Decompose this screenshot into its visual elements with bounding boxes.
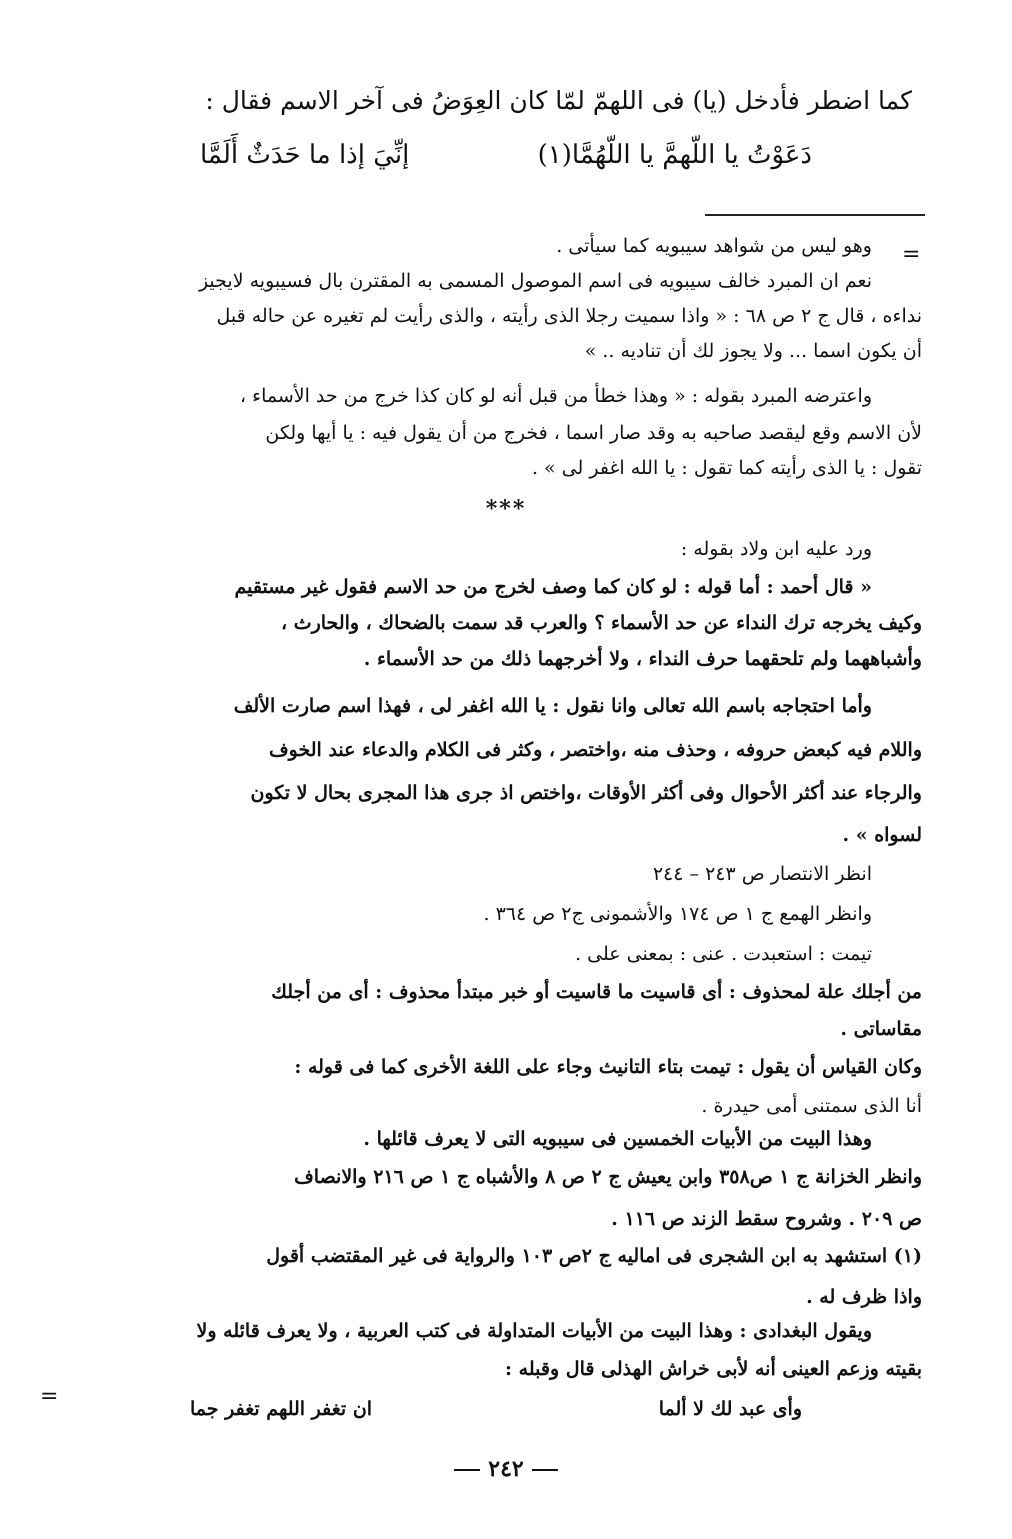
page-number-text: ٢٤٢ [488, 1456, 524, 1482]
continuation-mark: = [902, 242, 921, 267]
continuation-mark: = [40, 1384, 59, 1409]
footnote-line: (١) استشهد به ابن الشجرى فى اماليه ج ٢ص ١٠٣ والرواية فى غير المقتضب أقول [266, 1245, 922, 1267]
footnote-line: وهو ليس من شواهد سيبويه كما سيأتى . [556, 235, 872, 257]
footnote-line: ويقول البغدادى : وهذا البيت من الأبيات المتداولة فى كتب العربية ، ولا يعرف قائله ولا [196, 1320, 872, 1342]
footnote-line: تيمت : استعبدت . عنى : بمعنى على . [575, 943, 872, 965]
footnote-line: وانظر الهمع ج ١ ص ١٧٤ والأشمونى ج٢ ص ٣٦٤ . [483, 903, 872, 925]
verse-first-hemistich: إنِّيَ إذا ما حَدَثٌ أَلَمَّا [200, 140, 410, 170]
section-divider-stars: *** [485, 496, 527, 522]
footnote-line: أن يكون اسما ... ولا يجوز لك أن تناديه .. » [584, 340, 922, 362]
verse-second-hemistich: دَعَوْتُ يا اللّهمَّ يا اللّهُمَّا(١) [537, 140, 812, 170]
page-number [0, 1456, 1012, 1482]
footnote-line: وكان القياس أن يقول : تيمت بتاء التانيث وجاء على اللغة الأخرى كما فى قوله : [294, 1056, 922, 1078]
footnote-verse-first-hemistich: ان تغفر اللهم تغفر جما [190, 1398, 373, 1420]
footnote-line: وأشباههما ولم تلحقهما حرف النداء ، ولا أخرجهما ذلك من حد الأسماء . [363, 648, 922, 670]
footnote-line: تقول : يا الذى رأيته كما تقول : يا الله اغفر لى » . [531, 457, 922, 479]
footnote-line: واللام فيه كبعض حروفه ، وحذف منه ،واختصر ، وكثر فى الكلام والدعاء عند الخوف [268, 739, 922, 761]
footnote-line: ورد عليه ابن ولاد بقوله : [680, 538, 872, 560]
footnote-line: والرجاء عند أكثر الأحوال وفى أكثر الأوقات ،واختص اذ جرى هذا المجرى بحال لا تكون [250, 782, 922, 804]
footnote-line: لسواه » . [842, 824, 922, 846]
page-number-dash [532, 1469, 558, 1471]
footnote-line: وكيف يخرجه ترك النداء عن حد الأسماء ؟ والعرب قد سمت بالضحاك ، والحارث ، [280, 612, 922, 634]
footnote-line: نعم ان المبرد خالف سيبويه فى اسم الموصول المسمى به المقترن بال فسيبويه لايجيز [198, 270, 872, 292]
footnote-separator [705, 214, 925, 216]
footnote-line: لأن الاسم وقع ليقصد صاحبه به وقد صار اسما ، فخرج من أن يقول فيه : يا أيها ولكن [265, 422, 922, 444]
footnote-line: من أجلك علة لمحذوف : أى قاسيت ما قاسيت أو خبر مبتدأ محذوف : أى من أجلك [271, 981, 922, 1003]
main-verse [200, 140, 812, 170]
main-text-line: كما اضطر فأدخل (يا) فى اللهمّ لمّا كان العِوَضُ فى آخر الاسم فقال : [205, 86, 912, 115]
page-number-dash [454, 1469, 480, 1471]
footnote-verse-second-hemistich: وأى عبد لك لا ألما [658, 1398, 802, 1420]
footnote-line: وهذا البيت من الأبيات الخمسين فى سيبويه التى لا يعرف قائلها . [363, 1128, 872, 1150]
footnote-line: أنا الذى سمتنى أمى حيدرة . [701, 1095, 922, 1117]
footnote-line: وأما احتجاجه باسم الله تعالى وانا نقول : يا الله اغفر لى ، فهذا اسم صارت الألف [233, 695, 872, 717]
footnote-line: مقاساتى . [840, 1018, 922, 1040]
footnote-line: وانظر الخزانة ج ١ ص٣٥٨ وابن يعيش ج ٢ ص ٨ والأشباه ج ١ ص ٢١٦ والانصاف [294, 1166, 922, 1188]
footnote-line: « قال أحمد : أما قوله : لو كان كما وصف لخرج من حد الاسم فقول غير مستقيم [234, 576, 872, 598]
footnote-line: واذا ظرف له . [806, 1286, 922, 1308]
footnote-line: بقيته وزعم العينى أنه لأبى خراش الهذلى قال وقبله : [505, 1358, 922, 1380]
footnote-line: نداءه ، قال ج ٢ ص ٦٨ : « واذا سميت رجلا الذى رأيته ، والذى رأيت لم تغيره عن حاله قبل [216, 305, 922, 327]
footnote-line: انظر الانتصار ص ٢٤٣ – ٢٤٤ [652, 863, 872, 885]
footnote-line: ص ٢٠٩ . وشروح سقط الزند ص ١١٦ . [611, 1208, 922, 1230]
footnote-line: واعترضه المبرد بقوله : « وهذا خطأ من قبل أنه لو كان كذا خرج من حد الأسماء ، [239, 385, 872, 407]
footnote-verse [190, 1400, 802, 1419]
